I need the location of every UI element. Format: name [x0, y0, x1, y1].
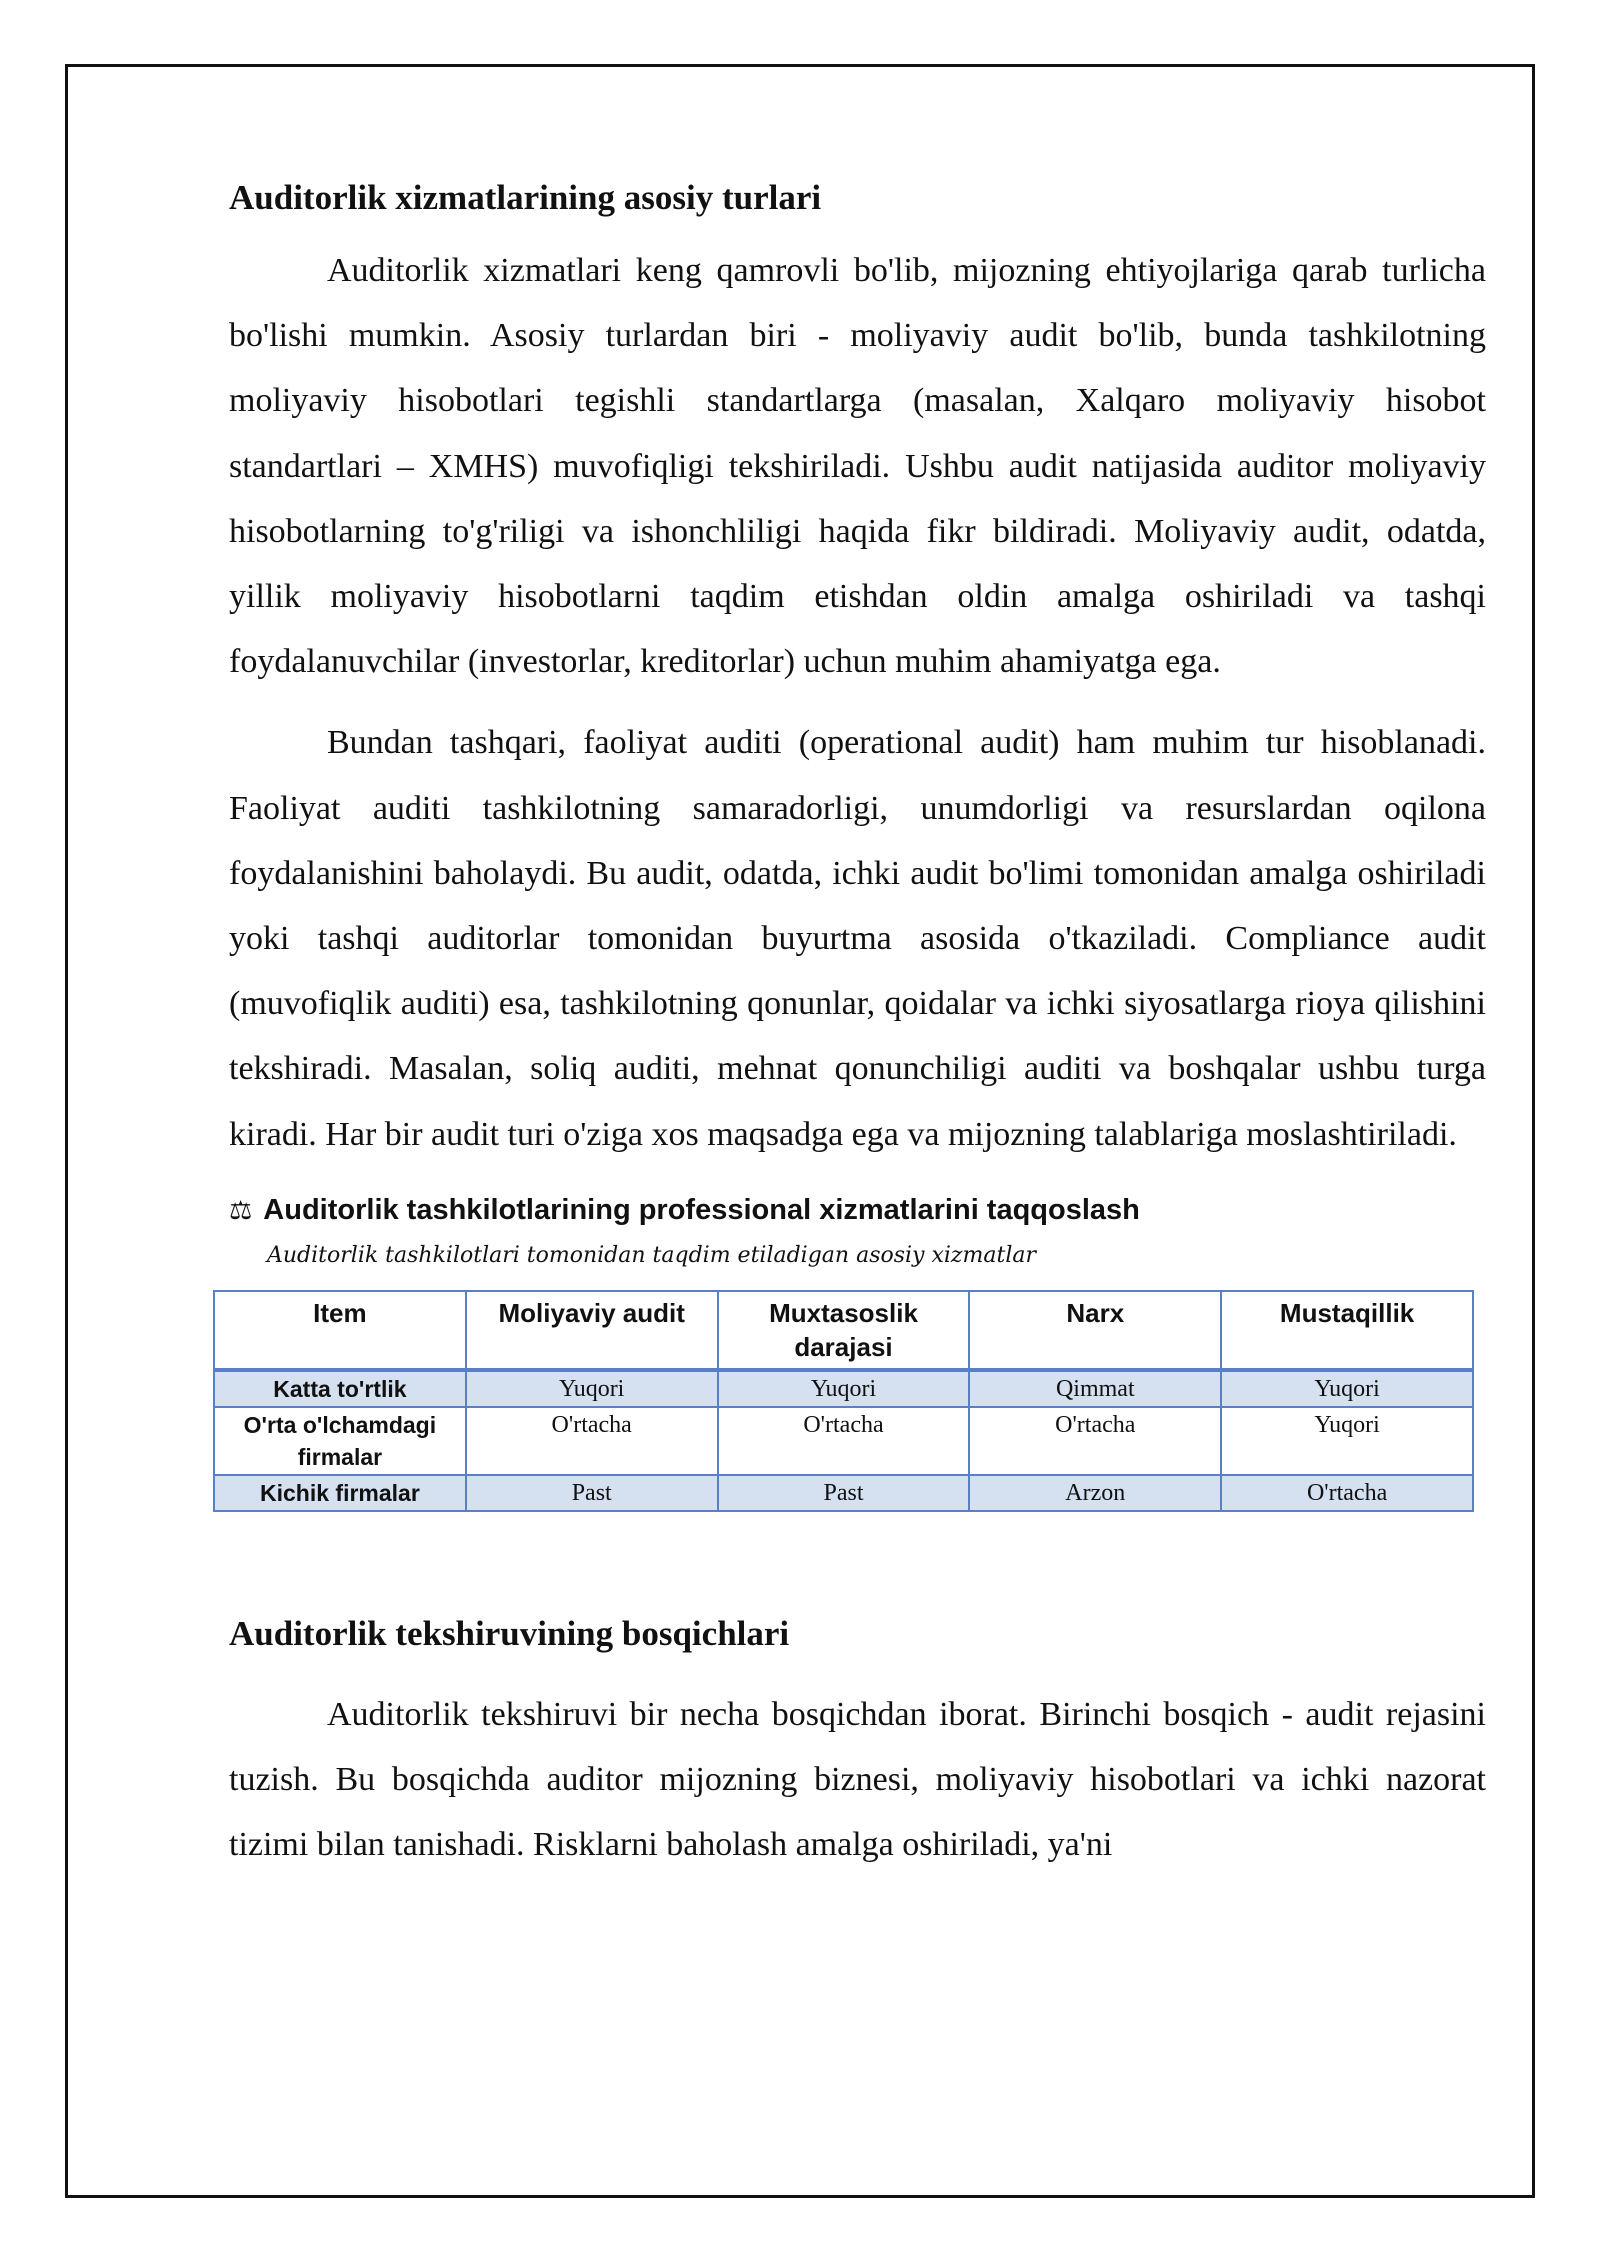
table-cell: Past	[718, 1475, 970, 1511]
table-header-row	[214, 1291, 1473, 1370]
column-header: Mustaqillik	[1221, 1291, 1473, 1370]
comparison-table	[213, 1290, 1474, 1512]
table-cell: O'rtacha	[466, 1407, 718, 1475]
section-heading-audit-stages: Auditorlik tekshiruvining bosqichlari	[229, 1613, 790, 1653]
table-cell: Yuqori	[466, 1370, 718, 1407]
column-header: Item	[214, 1291, 466, 1370]
table-row	[214, 1407, 1473, 1475]
table-row	[214, 1475, 1473, 1511]
table-title	[229, 1189, 1486, 1232]
table-row	[214, 1370, 1473, 1407]
paragraph-operational-audit: Bundan tashqari, faoliyat auditi (operational audit) ham muhim tur hisoblanadi. Faoliyat auditi tashkilotning samaradorligi, unumdorligi va resurslardan oqilona foydalanishini baholaydi. Bu audit, odatda, ichki audit bo'limi tomonidan amalga oshiriladi yoki tashqi auditorlar tomonidan buyurtma asosida o'tkaziladi. Compliance audit (muvofiqlik auditi) esa, tashkilotning qonunlar, qoidalar va ichki siyosatlarga rioya qilishini tekshiradi. Masalan, soliq auditi, mehnat qonunchiligi auditi va boshqalar ushbu turga kiradi. Har bir audit turi o'ziga xos maqsadga ega va mijozning talablariga moslashtiriladi.	[229, 724, 1486, 1153]
table-title-text: Auditorlik tashkilotlarining professional xizmatlarini taqqoslash	[263, 1193, 1140, 1226]
column-header: Muxtasoslik darajasi	[718, 1291, 970, 1370]
column-header: Moliyaviy audit	[466, 1291, 718, 1370]
table-cell: O'rtacha	[718, 1407, 970, 1475]
table-cell: Yuqori	[1221, 1407, 1473, 1475]
table-cell: Yuqori	[718, 1370, 970, 1407]
section-heading-audit-types: Auditorlik xizmatlarining asosiy turlari	[229, 178, 822, 217]
row-label: O'rta o'lchamdagi firmalar	[214, 1407, 466, 1475]
table-cell: Qimmat	[969, 1370, 1221, 1407]
row-label: Kichik firmalar	[214, 1475, 466, 1511]
page-content	[229, 168, 1486, 1893]
table-cell: O'rtacha	[969, 1407, 1221, 1475]
paragraph-audit-stages: Auditorlik tekshiruvi bir necha bosqichdan iborat. Birinchi bosqich - audit rejasini tuzish. Bu bosqichda auditor mijozning biznesi, moliyaviy hisobotlari va ichki nazorat tizimi bilan tanishadi. Risklarni baholash amalga oshiriladi, ya'ni	[229, 1695, 1486, 1864]
table-caption: Auditorlik tashkilotlari tomonidan taqdim etiladigan asosiy xizmatlar	[267, 1242, 1037, 1268]
column-header: Narx	[969, 1291, 1221, 1370]
row-label: Katta to'rtlik	[214, 1370, 466, 1407]
table-cell: O'rtacha	[1221, 1475, 1473, 1511]
table-cell: Past	[466, 1475, 718, 1511]
scale-icon: ⚖	[229, 1195, 253, 1226]
table-cell: Yuqori	[1221, 1370, 1473, 1407]
table-cell: Arzon	[969, 1475, 1221, 1511]
paragraph-financial-audit: Auditorlik xizmatlari keng qamrovli bo'lib, mijozning ehtiyojlariga qarab turlicha bo'lishi mumkin. Asosiy turlardan biri - moliyaviy audit bo'lib, bunda tashkilotning moliyaviy hisobotlari tegishli standartlarga (masalan, Xalqaro moliyaviy hisobot standartlari – XMHS) muvofiqligi tekshiriladi. Ushbu audit natijasida auditor moliyaviy hisobotlarning to'g'riligi va ishonchliligi haqida fikr bildiradi. Moliyaviy audit, odatda, yillik moliyaviy hisobotlarni taqdim etishdan oldin amalga oshiriladi va tashqi foydalanuvchilar (investorlar, kreditorlar) uchun muhim ahamiyatga ega.	[229, 252, 1486, 681]
